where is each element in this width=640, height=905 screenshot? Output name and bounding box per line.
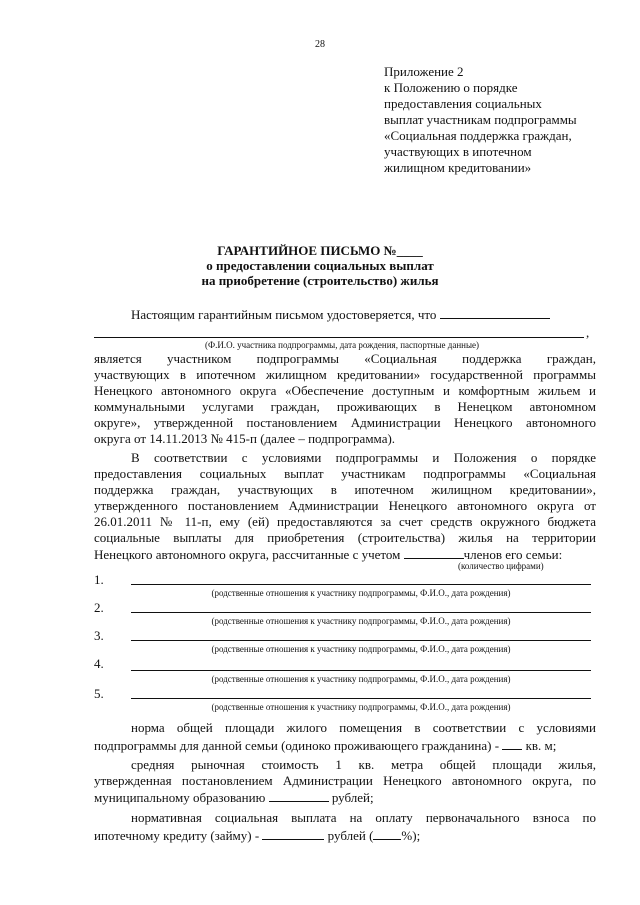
price-blank[interactable] [269, 789, 329, 802]
member-hint: (родственные отношения к участнику подпрограммы, Ф.И.О., дата рождения) [211, 702, 511, 712]
intro-label: Настоящим гарантийным письмом удостоверяется, что [131, 307, 437, 322]
fio-hint: (Ф.И.О. участника подпрограммы, дата рождения, паспортные данные) [204, 340, 479, 350]
fio-line[interactable] [94, 337, 584, 338]
area-norm-blank[interactable] [502, 737, 522, 750]
para1-line: является участником подпрограммы «Социальная поддержка граждан, [94, 351, 596, 366]
page-number: 28 [315, 39, 325, 50]
letter-title [0, 243, 640, 288]
member-count-blank[interactable] [404, 546, 464, 559]
para1-last-line: округа от 14.11.2013 № 415-п (далее – подпрограмма). [94, 431, 396, 446]
para1-line: округе», утвержденной постановлением Администрации Ненецкого автономного [94, 415, 596, 430]
norm-line-1: норма общей площади жилого помещения в соответствии с условиями [131, 720, 596, 735]
appendix-line: предоставления социальных [384, 96, 542, 111]
para2-line: предоставления социальных выплат участникам подпрограммы «Социальная [94, 466, 596, 481]
intro-comma: , [586, 325, 590, 340]
para2-line: 26.01.2011 № 11-п, ему (ей) предоставляются за счет средств окружного бюджета [94, 514, 596, 529]
appendix-header [384, 64, 634, 176]
para2-line: утвержденного постановлением Администрации Ненецкого автономного округа от [94, 498, 596, 513]
member-number: 2. [94, 600, 104, 615]
member-line[interactable] [131, 584, 591, 585]
intro-text [131, 306, 550, 323]
member-hint: (родственные отношения к участнику подпрограммы, Ф.И.О., дата рождения) [211, 674, 511, 684]
payout-line-2-post: %); [401, 828, 421, 843]
payout-line-2-mid: рублей ( [327, 828, 374, 843]
title-line-3: на приобретение (строительство) жилья [201, 273, 439, 288]
norm-line-2 [94, 737, 556, 754]
price-line-3-post: рублей; [331, 790, 374, 805]
appendix-line: «Социальная поддержка граждан, [384, 128, 572, 143]
member-line[interactable] [131, 698, 591, 699]
payout-line-2 [94, 827, 420, 844]
para1-line: участвующих в ипотечном жилищном кредитовании» государственной программы [94, 367, 596, 382]
member-line[interactable] [131, 670, 591, 671]
title-line-2: о предоставлении социальных выплат [206, 258, 434, 273]
para2-line: поддержка граждан, участвующих в ипотечном жилищном кредитовании», [94, 482, 596, 497]
member-number: 5. [94, 686, 104, 701]
appendix-line: участвующих в ипотечном [384, 144, 532, 159]
appendix-line: к Положению о порядке [384, 80, 518, 95]
price-line-3-pre: муниципальному образованию [94, 790, 266, 805]
para2-line: социальные выплаты для приобретения (строительства) жилья на территории [94, 530, 596, 545]
para1-line: Ненецкого автономного округа «Обеспечение доступным и комфортным жильем и [94, 383, 596, 398]
member-hint: (родственные отношения к участнику подпрограммы, Ф.И.О., дата рождения) [211, 616, 511, 626]
appendix-line: Приложение 2 [384, 64, 464, 79]
payout-amount-blank[interactable] [262, 827, 324, 840]
appendix-line: жилищном кредитовании» [384, 160, 532, 175]
para2-last-pre: Ненецкого автономного округа, рассчитанные с учетом [94, 547, 401, 562]
price-line-1: средняя рыночная стоимость 1 кв. метра общей площади жилья, [131, 757, 596, 772]
member-count-hint: (количество цифрами) [458, 561, 544, 571]
payout-percent-blank[interactable] [373, 827, 401, 840]
member-number: 4. [94, 656, 104, 671]
member-number: 1. [94, 572, 104, 587]
intro-blank[interactable] [440, 306, 550, 319]
title-line-1: ГАРАНТИЙНОЕ ПИСЬМО №____ [217, 243, 423, 258]
norm-line-2-post: кв. м; [525, 738, 557, 753]
member-line[interactable] [131, 640, 591, 641]
member-hint: (родственные отношения к участнику подпрограммы, Ф.И.О., дата рождения) [211, 588, 511, 598]
norm-line-2-pre: подпрограммы для данной семьи (одиноко проживающего гражданина) - [94, 738, 500, 753]
member-number: 3. [94, 628, 104, 643]
payout-line-2-pre: ипотечному кредиту (займу) - [94, 828, 260, 843]
appendix-line: выплат участникам подпрограммы [384, 112, 577, 127]
price-line-3 [94, 789, 374, 806]
para1-line: коммунальными услугами граждан, проживающих в Ненецком автономном [94, 399, 596, 414]
member-line[interactable] [131, 612, 591, 613]
member-hint: (родственные отношения к участнику подпрограммы, Ф.И.О., дата рождения) [211, 644, 511, 654]
payout-line-1: нормативная социальная выплата на оплату первоначального взноса по [131, 810, 596, 825]
para2-last-post: членов его семьи: [463, 547, 563, 562]
para2-line: В соответствии с условиями подпрограммы и Положения о порядке [131, 450, 596, 465]
price-line-2: утвержденная постановлением Администрации Ненецкого автономного округа, по [94, 773, 596, 788]
